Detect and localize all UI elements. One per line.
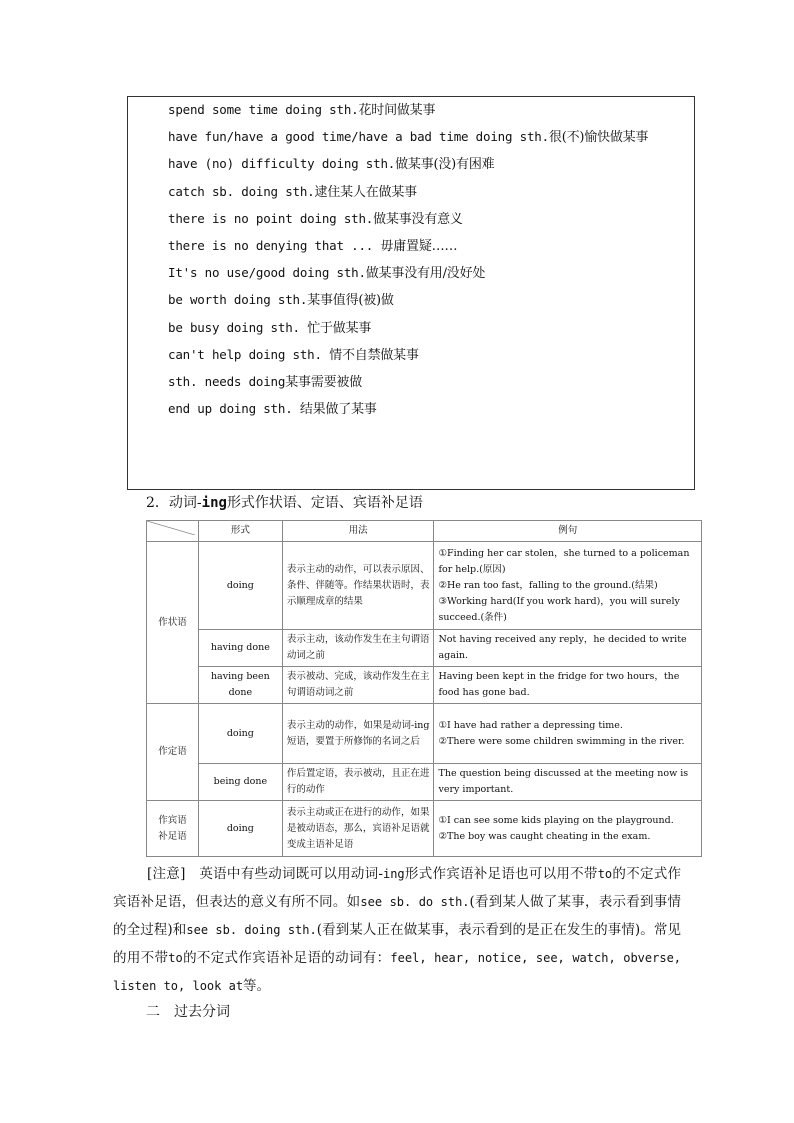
- example-sentence: ①Finding her car stolen，she turned to a policeman for help.(原因): [438, 547, 690, 575]
- section-2-suffix: 形式作状语、定语、宾语补足语: [226, 495, 423, 511]
- phrase-english: catch sb. doing sth.: [168, 183, 315, 199]
- example-sentence: ③Working hard(If you work hard)，you will surely succeed.(条件): [438, 595, 680, 623]
- phrase-chinese: 忙于做某事: [307, 320, 372, 336]
- table-row: [147, 704, 702, 764]
- phrase-english: there is no point doing sth.: [168, 210, 374, 226]
- table-row: [147, 630, 702, 667]
- example-cell: [434, 542, 702, 630]
- example-sentence: The question being discussed at the meeting now is very important.: [438, 768, 689, 795]
- form-cell: doing: [198, 801, 282, 857]
- note-ing: ing: [382, 867, 405, 881]
- note-text-7: 等。: [243, 978, 271, 994]
- phrase-chinese: 某事需要被做: [285, 375, 363, 390]
- form-cell: doing: [198, 704, 282, 764]
- example-sentence: ②There were some children swimming in the river.: [438, 735, 685, 747]
- example-sentence: Not having received any reply，he decided to write again.: [438, 634, 687, 661]
- phrase-line: [168, 99, 435, 118]
- phrase-english: be busy doing sth.: [168, 319, 308, 335]
- phrase-line: [168, 344, 419, 363]
- example-cell: [434, 704, 702, 764]
- phrase-english: can't help doing sth.: [168, 346, 330, 362]
- usage-cell: 表示主动的动作，如果是动词-ing短语，要置于所修饰的名词之后: [282, 704, 434, 764]
- phrase-chinese: 做某事(没)有困难: [395, 157, 495, 173]
- note-verbs: feel, hear, notice, see, watch, obverse, listen to, look at: [113, 951, 682, 993]
- usage-cell: 表示主动的动作，可以表示原因、条件、伴随等。作结果状语时，表示顺理成章的结果: [282, 542, 434, 630]
- form-cell: having done: [198, 630, 282, 667]
- example-sentence: ①I have had rather a depressing time.: [438, 719, 623, 731]
- phrase-english: have fun/have a good time/have a bad time doing sth.: [168, 129, 549, 145]
- table-row: [147, 542, 702, 630]
- phrase-english: there is no denying that ...: [168, 238, 381, 253]
- note-text-1: 英语中有些动词既可以用动词-: [199, 866, 383, 882]
- phrase-english: sth. needs doing: [168, 374, 286, 389]
- phrase-line: [168, 235, 457, 254]
- note-example-2: see sb. doing sth.: [186, 923, 317, 937]
- section-2-ing: ing: [201, 495, 227, 511]
- phrase-english: spend some time doing sth.: [168, 102, 359, 117]
- phrase-line: [168, 126, 648, 145]
- header-example: 例句: [434, 521, 702, 542]
- usage-cell: 表示主动或正在进行的动作，如果是被动语态，那么，宾语补足语就变成主语补足语: [282, 801, 434, 857]
- usage-cell: 表示被动、完成，该动作发生在主句谓语动词之前: [282, 667, 434, 704]
- usage-cell: 表示主动，该动作发生在主句谓语动词之前: [282, 630, 434, 667]
- table-row: [147, 801, 702, 857]
- phrase-line: [168, 181, 417, 200]
- section-3-heading: 二 过去分词: [146, 1004, 230, 1020]
- note-text-3: 的不定式作宾语补足语，但表达的意义有所不同。如: [113, 866, 682, 910]
- note-example-1: see sb. do sth.: [360, 895, 470, 909]
- phrase-line: [168, 371, 362, 390]
- group-label: 作定语: [147, 704, 199, 801]
- phrase-english: be worth doing sth.: [168, 292, 308, 308]
- example-sentence: Having been kept in the fridge for two hours，the food has gone bad.: [438, 671, 680, 698]
- section-2-heading: [146, 492, 423, 512]
- table-row: [147, 764, 702, 801]
- phrase-chinese: 毋庸置疑……: [380, 239, 458, 254]
- phrase-english: have (no) difficulty doing sth.: [168, 156, 396, 172]
- example-sentence: ①I can see some kids playing on the playground.: [438, 814, 674, 826]
- form-cell: doing: [198, 542, 282, 630]
- phrase-line: [168, 398, 377, 417]
- grammar-table: [146, 520, 702, 857]
- example-cell: [434, 630, 702, 667]
- note-text-2: 形式作宾语补足语也可以用不带: [404, 866, 598, 882]
- note-paragraph: [113, 860, 681, 1000]
- example-sentence: ②He ran too fast，falling to the ground.(结果): [438, 579, 658, 591]
- phrase-chinese: 做某事没有意义: [373, 211, 463, 227]
- table-header-row: [147, 521, 702, 542]
- note-tag: [注意]: [147, 866, 186, 882]
- phrase-line: [168, 153, 494, 172]
- phrase-line: [168, 262, 485, 281]
- phrase-english: It's no use/good doing sth.: [168, 265, 366, 281]
- note-to-2: to: [168, 951, 183, 965]
- diagonal-line: [147, 521, 195, 535]
- example-cell: [434, 764, 702, 801]
- section-2-prefix: 2．动词-: [146, 495, 202, 511]
- phrase-chinese: 做某事没有用/没好处: [365, 266, 486, 282]
- phrase-chinese: 某事值得(被)做: [307, 293, 394, 309]
- phrase-english: end up doing sth.: [168, 401, 300, 417]
- form-cell: being done: [198, 764, 282, 801]
- group-label: 作状语: [147, 542, 199, 704]
- phrase-chinese: 很(不)愉快做某事: [548, 130, 649, 146]
- usage-cell: 作后置定语，表示被动，且正在进行的动作: [282, 764, 434, 801]
- form-cell: having been done: [198, 667, 282, 704]
- phrase-chinese: 逮住某人在做某事: [314, 184, 417, 200]
- phrase-box: [127, 96, 695, 490]
- header-corner: [147, 521, 199, 542]
- note-text-6: 的不定式作宾语补足语的动词有：: [182, 950, 391, 966]
- phrase-line: [168, 317, 371, 336]
- example-cell: [434, 801, 702, 857]
- phrase-chinese: 结果做了某事: [299, 402, 377, 418]
- table-row: [147, 667, 702, 704]
- header-form: 形式: [198, 521, 282, 542]
- phrase-line: [168, 208, 463, 227]
- example-sentence: ②The boy was caught cheating in the exam.: [438, 830, 651, 842]
- phrase-chinese: 花时间做某事: [358, 103, 436, 118]
- note-text-5: (看到某人正在做某事，表示看到的是正在发生的事情)。常见的用不带: [113, 922, 681, 966]
- note-text-4: (看到某人做了某事，表示看到事情的全过程)和: [113, 894, 681, 938]
- example-cell: [434, 667, 702, 704]
- note-to-1: to: [597, 867, 613, 881]
- header-usage: 用法: [282, 521, 434, 542]
- phrase-chinese: 情不自禁做某事: [329, 347, 419, 363]
- phrase-line: [168, 289, 394, 308]
- group-label: 作宾语补足语: [147, 801, 199, 857]
